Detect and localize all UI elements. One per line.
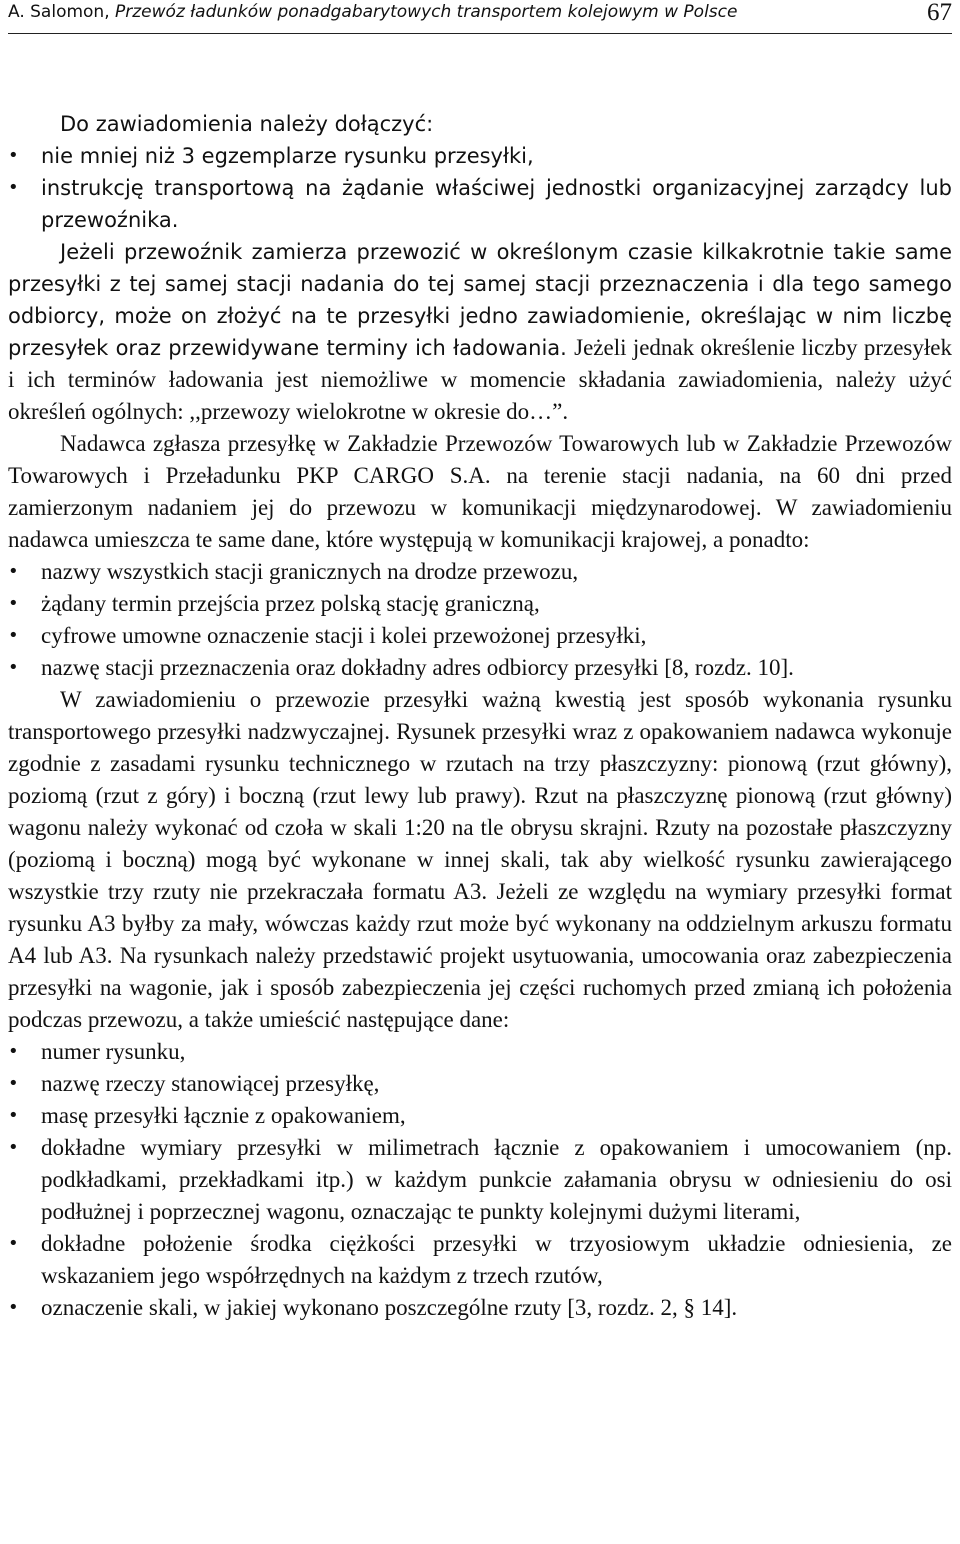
page-content <box>8 108 952 1324</box>
list-item <box>8 1036 952 1068</box>
paragraph-text-continued: Jeżeli jednak określenie liczby przesyłek i ich terminów ładowania jest niemożliwe w momencie składania zawiadomienia, należy użyć określeń ogólnych: ,,przewozy wielokrotne w okresie do…”. <box>8 335 952 424</box>
list-item-text: nazwy wszystkich stacji granicznych na drodze przewozu, <box>41 559 579 584</box>
list-item <box>8 620 952 652</box>
list-item-text: oznaczenie skali, w jakiej wykonano poszczególne rzuty [3, rozdz. 2, § 14]. <box>41 1295 738 1320</box>
paragraph-text: Jeżeli przewoźnik zamierza przewozić w określonym czasie kilkakrotnie takie same przesyłki z tej samej stacji nadania do tej samej stacji przeznaczenia i dla tego samego odbiorcy, może on złożyć na te przesyłki jedno zawiadomienie, określając w nim liczbę przesyłek oraz przewidywane terminy ich ładowania. <box>8 240 952 360</box>
list-item-text: nie mniej niż 3 egzemplarze rysunku przesyłki, <box>41 144 534 168</box>
attachments-list <box>8 140 952 236</box>
list-item <box>8 140 952 172</box>
list-item <box>8 1068 952 1100</box>
list-item <box>8 556 952 588</box>
header-title: Przewóz ładunków ponadgabarytowych transportem kolejowym w Polsce <box>115 2 738 22</box>
list-item-text: nazwę rzeczy stanowiącej przesyłkę, <box>41 1071 380 1096</box>
bullet-icon: • <box>8 625 19 646</box>
bullet-icon: • <box>8 1137 19 1158</box>
paragraph-shipper-notification: Nadawca zgłasza przesyłkę w Zakładzie Przewozów Towarowych lub w Zakładzie Przewozów Towarowych i Przeładunku PKP CARGO S.A. na terenie stacji nadania, na 60 dni przed zamierzonym nadaniem jej do przewozu w komunikacji międzynarodowej. W zawiadomieniu nadawca umieszcza te same dane, które występują w komunikacji krajowej, a ponadto: <box>8 431 952 552</box>
list-item-text: numer rysunku, <box>41 1039 186 1064</box>
paragraph-repeated-shipments <box>8 236 952 428</box>
list-item <box>8 1292 952 1324</box>
bullet-icon: • <box>8 145 19 166</box>
list-item <box>8 588 952 620</box>
bullet-icon: • <box>8 1233 19 1254</box>
list-item-text: cyfrowe umowne oznaczenie stacji i kolei przewożonej przesyłki, <box>41 623 647 648</box>
list-item-text: instrukcję transportową na żądanie właściwej jednostki organizacyjnej zarządcy lub przewoźnika. <box>41 176 952 232</box>
bullet-icon: • <box>8 561 19 582</box>
list-item <box>8 172 952 236</box>
list-item <box>8 1132 952 1228</box>
list-item-text: masę przesyłki łącznie z opakowaniem, <box>41 1103 406 1128</box>
list-item <box>8 652 952 684</box>
bullet-icon: • <box>8 177 19 198</box>
bullet-icon: • <box>8 1041 19 1062</box>
list-item <box>8 1228 952 1292</box>
bullet-icon: • <box>8 1073 19 1094</box>
list-item-text: żądany termin przejścia przez polską stację graniczną, <box>41 591 540 616</box>
bullet-icon: • <box>8 593 19 614</box>
list-item-text: nazwę stacji przeznaczenia oraz dokładny adres odbiorcy przesyłki [8, rozdz. 10]. <box>41 655 794 680</box>
bullet-icon: • <box>8 1105 19 1126</box>
header-author: A. Salomon, <box>8 2 116 22</box>
bullet-icon: • <box>8 657 19 678</box>
bullet-icon: • <box>8 1297 19 1318</box>
list-item <box>8 1100 952 1132</box>
paragraph-attachments-intro: Do zawiadomienia należy dołączyć: <box>60 112 434 136</box>
list-item-text: dokładne wymiary przesyłki w milimetrach łącznie z opakowaniem i umocowaniem (np. podkładkami, przekładkami itp.) w każdym punkcie załamania obrysu w odniesieniu do osi podłużnej i poprzecznej wagonu, oznaczając te punkty kolejnymi dużymi literami, <box>41 1135 952 1224</box>
page-number: 67 <box>927 0 952 26</box>
list-item-text: dokładne położenie środka ciężkości przesyłki w trzyosiowym układzie odniesienia, ze wskazaniem jego współrzędnych na każdym z trzech rzutów, <box>41 1231 952 1288</box>
international-data-list <box>8 556 952 684</box>
running-header <box>8 0 952 34</box>
paragraph-transport-drawing: W zawiadomieniu o przewozie przesyłki ważną kwestią jest sposób wykonania rysunku transportowego przesyłki nadzwyczajnej. Rysunek przesyłki wraz z opakowaniem nadawca wykonuje zgodnie z zasadami rysunku technicznego w rzutach na trzy płaszczyzny: pionową (rzut główny), poziomą (rzut z góry) i boczną (rzut lewy lub prawy). Rzut na płaszczyznę pionową (rzut główny) wagonu należy wykonać od czoła w skali 1:20 na tle obrysu skrajni. Rzuty na pozostałe płaszczyzny (poziomą i boczną) mogą być wykonane w innej skali, tak aby wielkość rysunku zawierającego wszystkie trzy rzuty nie przekraczała formatu A3. Jeżeli ze względu na wymiary przesyłki format rysunku A3 byłby za mały, wówczas każdy rzut może być wykonany na oddzielnym arkuszu formatu A4 lub A3. Na rysunkach należy przedstawić projekt usytuowania, umocowania oraz zabezpieczenia przesyłki na wagonie, jak i sposób zabezpieczenia jej części ruchomych przed zmianą ich położenia podczas przewozu, a także umieścić następujące dane: <box>8 687 952 1032</box>
drawing-data-list <box>8 1036 952 1324</box>
